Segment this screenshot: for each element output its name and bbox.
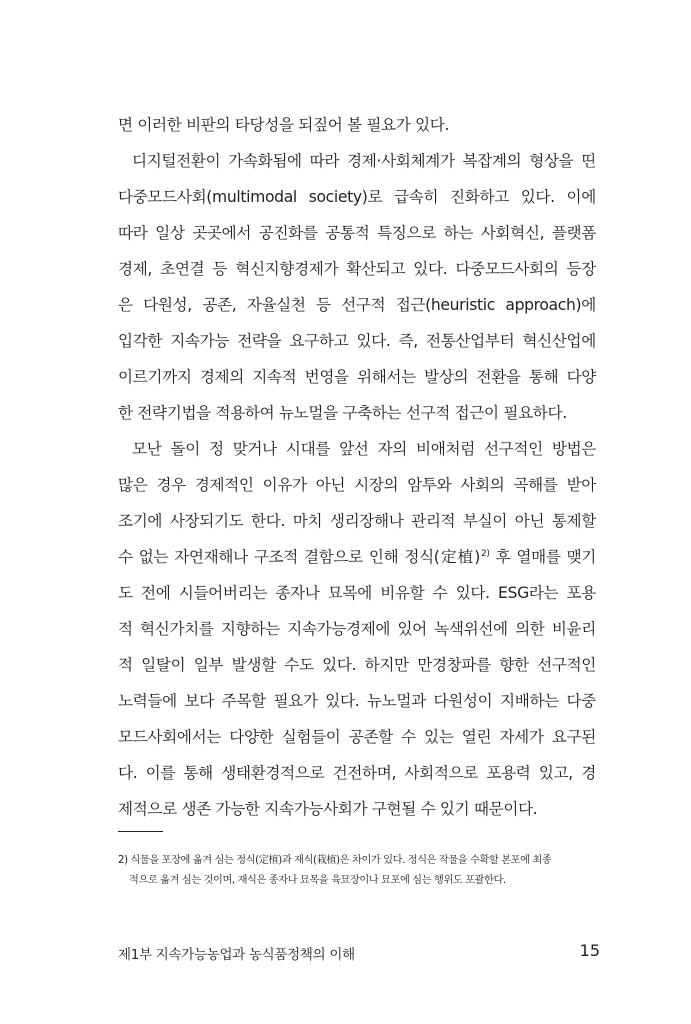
paragraph-line: 경제, 초연결 등 혁신지향경제가 확산되고 있다. 다중모드사회의 등장 xyxy=(118,260,596,278)
paragraph-line: 제적으로 생존 가능한 지속가능사회가 구현될 수 있기 때문이다. xyxy=(118,800,538,818)
footnote-line: 적으로 옮겨 심는 것이며, 재식은 종자나 묘목을 육묘장이나 묘포에 심는 행위도 포괄한다. xyxy=(129,875,506,886)
paragraph-line: 다. 이를 통해 생태환경적으로 건전하며, 사회적으로 포용력 있고, 경 xyxy=(118,764,596,782)
paragraph-line: 이르기까지 경제의 지속적 번영을 위해서는 발상의 전환을 통해 다양 xyxy=(118,368,596,386)
paragraph-line-with-footnote xyxy=(118,542,596,572)
paragraph-line: 디지털전환이 가속화됨에 따라 경제·사회체계가 복잡계의 형상을 띤 xyxy=(132,152,596,170)
line-text-after-ref: 후 열매를 맺기 xyxy=(489,548,596,566)
page-number: 15 xyxy=(579,941,600,960)
paragraph-line: 따라 일상 곳곳에서 공진화를 공통적 특징으로 하는 사회혁신, 플랫폼 xyxy=(118,224,596,242)
footnote-divider xyxy=(118,831,163,832)
paragraph-line: 적 일탈이 일부 발생할 수도 있다. 하지만 만경창파를 향한 선구적인 xyxy=(118,656,596,674)
paragraph-line: 입각한 지속가능 전략을 요구하고 있다. 즉, 전통산업부터 혁신산업에 xyxy=(118,332,596,350)
running-footer-title: 제1부 지속가능농업과 농식품정책의 이해 xyxy=(118,947,355,963)
line-text-before-ref: 수 없는 자연재해나 구조적 결함으로 인해 정식(定植) xyxy=(118,548,481,566)
paragraph-line: 모난 돌이 정 맞거나 시대를 앞선 자의 비애처럼 선구적인 방법은 xyxy=(132,440,596,458)
paragraph-line: 은 다원성, 공존, 자율실천 등 선구적 접근(heuristic approach)에 xyxy=(118,296,596,314)
paragraph-line: 면 이러한 비판의 타당성을 되짚어 볼 필요가 있다. xyxy=(118,116,450,134)
footnote-reference[interactable]: 2) xyxy=(481,548,490,559)
paragraph-line: 적 혁신가치를 지향하는 지속가능경제에 있어 녹색위선에 의한 비윤리 xyxy=(118,620,596,638)
paragraph-line: 도 전에 시들어버리는 종자나 묘목에 비유할 수 있다. ESG라는 포용 xyxy=(118,584,596,602)
footnote-line: 2) 식물을 포장에 옮겨 심는 정식(定植)과 재식(栽植)은 차이가 있다. 정식은 작물을 수확할 본포에 최종 xyxy=(118,855,552,866)
paragraph-line: 노력들에 보다 주목할 필요가 있다. 뉴노멀과 다원성이 지배하는 다중 xyxy=(118,692,596,710)
footnote xyxy=(118,851,598,891)
paragraph-line: 조기에 사장되기도 한다. 마치 생리장해나 관리적 부실이 아닌 통제할 xyxy=(118,512,596,530)
paragraph-line: 모드사회에서는 다양한 실험들이 공존할 수 있는 열린 자세가 요구된 xyxy=(118,728,596,746)
paragraph-line: 한 전략기법을 적용하여 뉴노멀을 구축하는 선구적 접근이 필요하다. xyxy=(118,404,567,422)
paragraph-line: 많은 경우 경제적인 이유가 아닌 시장의 암투와 사회의 곡해를 받아 xyxy=(118,476,596,494)
paragraph-line: 다중모드사회(multimodal society)로 급속히 진화하고 있다. 이에 xyxy=(118,188,596,206)
